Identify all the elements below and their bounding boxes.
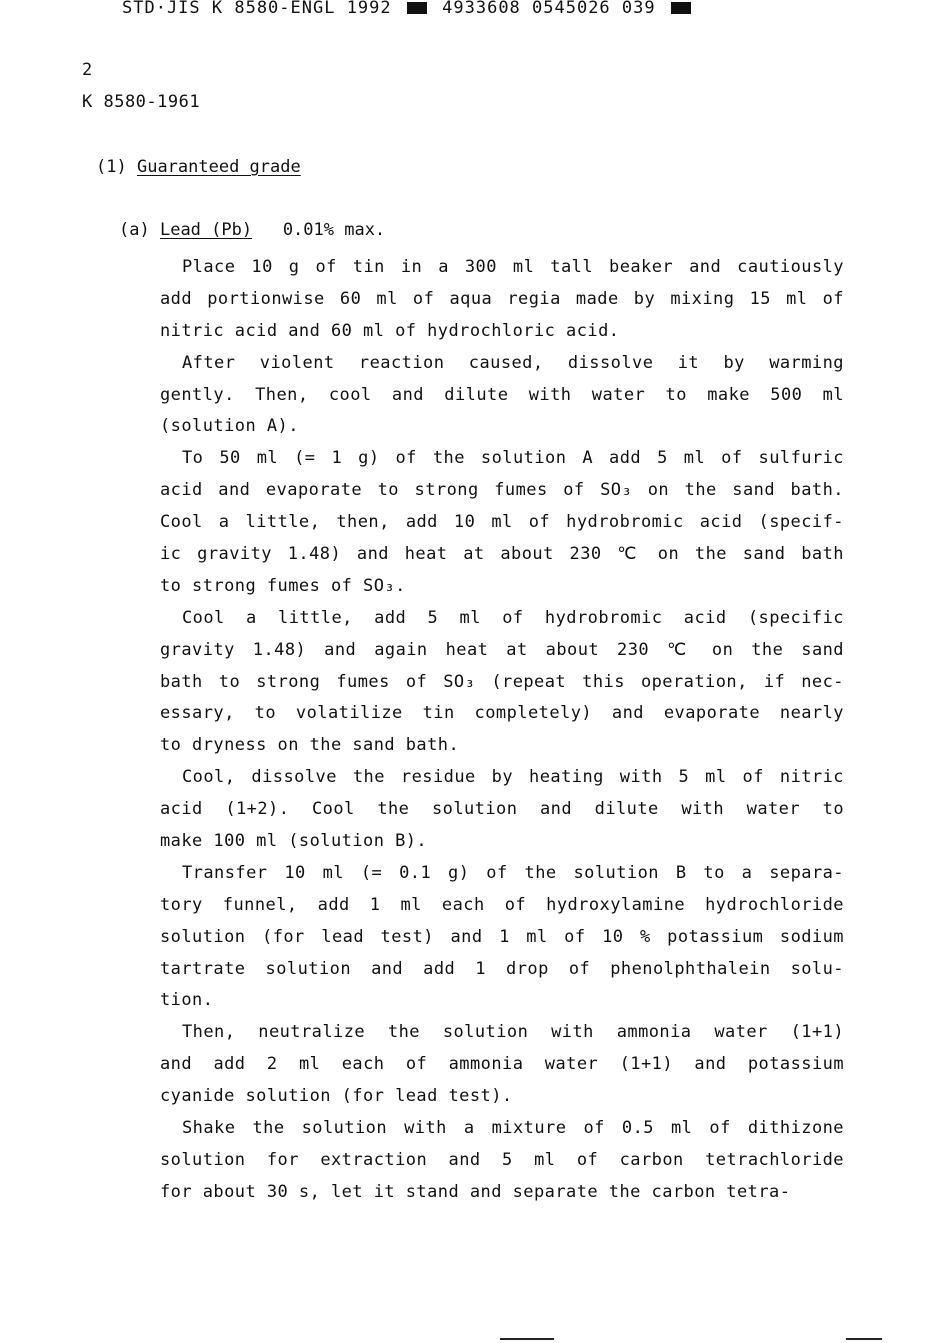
text-line: ic gravity 1.48) and heat at about 230 ℃ on the sand bath	[160, 544, 844, 565]
subsection-limit: 0.01% max.	[282, 220, 386, 240]
body-text	[160, 252, 844, 1209]
text-line: bath to strong fumes of SO₃ (repeat this operation, if nec-	[160, 671, 844, 692]
text-line: Cool a little, then, add 10 ml of hydrobromic acid (specif-	[160, 512, 844, 533]
text-line: to strong fumes of SO₃.	[160, 575, 406, 596]
text-line: To 50 ml (= 1 g) of the solution A add 5 ml of sulfuric	[182, 448, 844, 469]
text-line: make 100 ml (solution B).	[160, 831, 428, 852]
paragraph	[160, 762, 844, 858]
paragraph	[160, 1017, 844, 1113]
section-title: Guaranteed grade	[136, 157, 301, 177]
text-line: Place 10 g of tin in a 300 ml tall beaker and cautiously	[182, 257, 844, 277]
text-line: and add 2 ml each of ammonia water (1+1) and potassium	[160, 1054, 844, 1075]
text-line: add portionwise 60 ml of aqua regia made by mixing 15 ml of	[160, 288, 844, 309]
text-line: acid and evaporate to strong fumes of SO₃ on the sand bath.	[160, 480, 844, 501]
header-stamp-left: STD·JIS K 8580-ENGL 1992	[122, 0, 392, 18]
footer-rule	[500, 1338, 554, 1340]
text-line: tion.	[160, 990, 214, 1011]
section-heading	[96, 157, 301, 177]
text-line: cyanide solution (for lead test).	[160, 1086, 513, 1107]
text-line: gravity 1.48) and again heat at about 230 ℃ on the sand	[160, 639, 844, 660]
text-line: solution (for lead test) and 1 ml of 10 % potassium sodium	[160, 926, 844, 947]
text-line: Then, neutralize the solution with ammonia water (1+1)	[182, 1022, 844, 1043]
paragraph	[160, 252, 844, 348]
subsection-heading	[119, 220, 385, 240]
footer-rule	[846, 1338, 882, 1340]
text-line: to dryness on the sand bath.	[160, 735, 460, 756]
text-line: tartrate solution and add 1 drop of phenolphthalein solu-	[160, 958, 844, 979]
subsection-number: (a)	[119, 220, 150, 240]
text-line: for about 30 s, let it stand and separate the carbon tetra-	[160, 1181, 791, 1202]
text-line: Cool a little, add 5 ml of hydrobromic acid (specific	[182, 607, 844, 628]
text-line: solution for extraction and 5 ml of carbon tetrachloride	[160, 1149, 844, 1170]
text-line: Shake the solution with a mixture of 0.5 ml of dithizone	[182, 1118, 844, 1139]
paragraph	[160, 858, 844, 1017]
text-line: (solution A).	[160, 416, 299, 437]
text-line: acid (1+2). Cool the solution and dilute with water to	[160, 799, 844, 820]
text-line: gently. Then, cool and dilute with water to make 500 ml	[160, 384, 844, 405]
text-line: Cool, dissolve the residue by heating with 5 ml of nitric	[182, 767, 844, 788]
paragraph	[160, 1113, 844, 1209]
paragraph	[160, 443, 844, 602]
section-number: (1)	[96, 157, 127, 177]
header-stamp	[122, 0, 695, 18]
subsection-title: Lead (Pb)	[159, 220, 253, 240]
page-number: 2	[82, 60, 93, 80]
paragraph	[160, 348, 844, 444]
text-line: tory funnel, add 1 ml each of hydroxylamine hydrochloride	[160, 894, 844, 915]
header-stamp-right: 4933608 0545026 039	[442, 0, 656, 18]
text-line: After violent reaction caused, dissolve it by warming	[182, 352, 844, 373]
text-line: Transfer 10 ml (= 0.1 g) of the solution B to a separa-	[182, 862, 844, 883]
paragraph	[160, 603, 844, 762]
text-line: nitric acid and 60 ml of hydrochloric acid.	[160, 320, 620, 341]
text-line: essary, to volatilize tin completely) and evaporate nearly	[160, 703, 844, 724]
document-id: K 8580-1961	[82, 92, 201, 112]
barcode-block-icon	[407, 2, 427, 14]
barcode-block-icon	[671, 2, 691, 14]
